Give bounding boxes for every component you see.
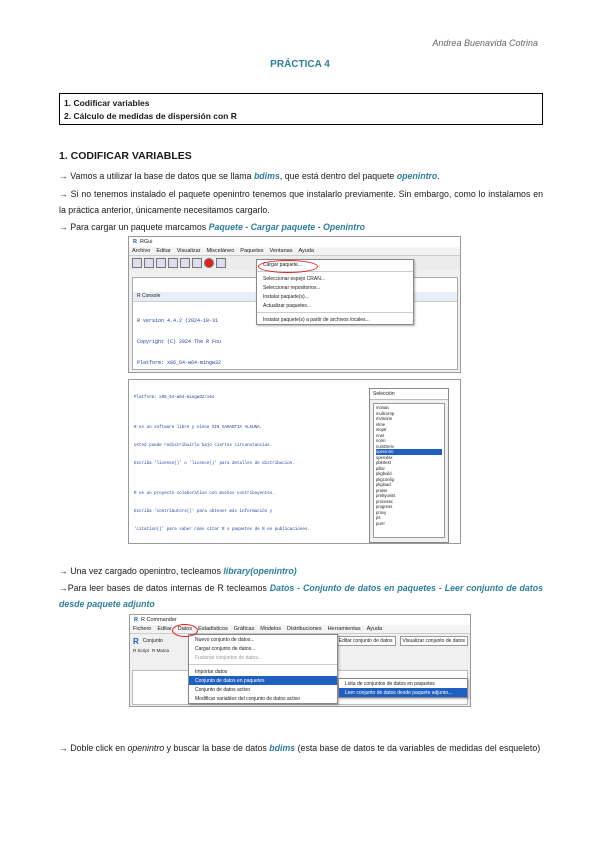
page-title: PRÁCTICA 4 bbox=[270, 59, 330, 70]
r-logo-icon: R bbox=[133, 239, 137, 245]
edit-dataset-button[interactable]: Editar conjunto de datos bbox=[336, 636, 396, 646]
list-item[interactable]: mvtnorm bbox=[376, 416, 393, 421]
list-item[interactable]: progress bbox=[376, 504, 393, 509]
package-list-screenshot bbox=[128, 379, 461, 544]
list-item[interactable]: nlme bbox=[376, 421, 386, 427]
list-item[interactable]: ps bbox=[376, 515, 381, 520]
menu-option[interactable]: Instalar paquete(s) a partir de archivos locales... bbox=[263, 316, 370, 323]
menu-item[interactable]: Editar bbox=[157, 626, 172, 632]
menu-option[interactable]: Seleccionar espejo CRAN... bbox=[263, 275, 325, 282]
console-line: R version 4.4.2 (2024-10-31 bbox=[137, 318, 219, 324]
paragraph-2: → Si no tenemos instalado el paquete openintro tenemos que instalarlo previamente. Sin embargo, como lo instalamos en la práctica anterior, únicamente necesitamos cargarlo. bbox=[59, 189, 543, 215]
list-item[interactable]: nnet bbox=[376, 432, 385, 438]
highlight-circle bbox=[258, 260, 318, 273]
stop-icon[interactable] bbox=[204, 258, 214, 268]
table-of-contents bbox=[59, 93, 543, 125]
console-line: Escriba 'contributors()' para obtener más información y bbox=[134, 510, 273, 514]
menu-item[interactable]: Ayuda bbox=[298, 248, 314, 254]
load-icon[interactable] bbox=[144, 258, 154, 268]
console-line: Usted puede redistribuirlo bajo ciertas circunstancias. bbox=[134, 444, 273, 448]
menu-option-datasets-in-packages[interactable]: Conjunto de datos en paquetes bbox=[189, 676, 337, 685]
window-title: R Commander bbox=[140, 617, 177, 623]
view-dataset-button[interactable]: Visualizar conjunto de datos bbox=[400, 636, 468, 646]
menu-item[interactable]: Ayuda bbox=[366, 626, 383, 632]
section-heading: 1. CODIFICAR VARIABLES bbox=[59, 150, 192, 162]
highlight-circle bbox=[172, 624, 198, 637]
list-item[interactable]: multcomp bbox=[376, 410, 395, 416]
list-item[interactable]: processx bbox=[376, 498, 393, 504]
menu-option[interactable]: Importar datos bbox=[195, 668, 228, 675]
paste-icon[interactable] bbox=[180, 258, 190, 268]
open-icon[interactable] bbox=[132, 258, 142, 268]
list-item[interactable]: norm bbox=[376, 438, 386, 443]
window-title: RGui bbox=[139, 239, 153, 245]
rcommander-screenshot bbox=[129, 614, 471, 707]
list-item[interactable]: pkgconfig bbox=[376, 476, 394, 482]
menu-option[interactable]: Nuevo conjunto de datos... bbox=[195, 636, 255, 643]
menu-option[interactable]: Lista de conjuntos de datos en paquetes bbox=[345, 680, 435, 687]
menu-option[interactable]: Fusionar conjuntos de datos... bbox=[195, 654, 262, 661]
toc-item: 2. Cálculo de medidas de dispersión con R bbox=[64, 111, 237, 121]
menu-item[interactable]: Fichero bbox=[133, 626, 152, 632]
list-item[interactable]: pkgbuild bbox=[376, 471, 392, 476]
datos-dropdown bbox=[188, 634, 338, 704]
selection-dialog bbox=[369, 388, 449, 543]
console-line: 'citation()' para saber cómo citar R o paquetes de R en publicaciones. bbox=[134, 528, 310, 532]
list-item[interactable]: pkgload bbox=[376, 482, 391, 487]
print-icon[interactable] bbox=[216, 258, 226, 268]
console-line: R es un software libre y viene SIN GARANTIA ALGUNA. bbox=[134, 426, 263, 430]
menu-item[interactable]: Gráficas bbox=[233, 626, 255, 632]
menu-option[interactable]: Conjunto de datos activo bbox=[195, 686, 251, 693]
paragraph-3: → Para cargar un paquete marcamos Paquete - Cargar paquete - Openintro bbox=[59, 222, 366, 232]
menu-option[interactable]: Seleccionar repositorios... bbox=[263, 284, 321, 291]
menu-item-paquetes[interactable]: Paquetes bbox=[240, 248, 264, 254]
r-console-output[interactable] bbox=[130, 381, 370, 542]
console-line: R es un proyecto colaborativo con muchos contribuyentes. bbox=[134, 492, 275, 496]
menu-item[interactable]: Visualizar bbox=[176, 248, 201, 254]
list-item-selected[interactable]: openintro bbox=[376, 449, 442, 455]
author-name: Andrea Buenavida Cotrina bbox=[432, 38, 538, 48]
rgui-screenshot bbox=[128, 236, 461, 373]
tab-r-script[interactable]: R Script bbox=[133, 648, 150, 653]
r-logo-icon: R bbox=[134, 617, 138, 623]
package-listbox[interactable] bbox=[373, 403, 445, 538]
r-logo-icon: R bbox=[133, 636, 139, 646]
list-item[interactable]: numDeriv bbox=[376, 443, 394, 449]
console-line: Copyright (C) 2024 The R Fou bbox=[137, 339, 222, 345]
paragraph-1: → Vamos a utilizar la base de datos que se llama bdims, que está dentro del paquete openintro. bbox=[59, 171, 440, 181]
copy-icon[interactable] bbox=[168, 258, 178, 268]
menu-option[interactable]: Modificar variables del conjunto de datos activo bbox=[195, 695, 301, 702]
console-title: R Console bbox=[133, 292, 457, 302]
paragraph-5: →Para leer bases de datos internas de R tecleamos Datos - Conjunto de datos en paquetes - Leer conjunto de datos desde paquete adjunto bbox=[59, 583, 543, 609]
list-item[interactable]: mosaic bbox=[376, 405, 390, 410]
menu-bar bbox=[129, 247, 460, 256]
menu-item[interactable]: Modelos bbox=[260, 626, 282, 632]
paragraph-4: → Una vez cargado openintro, tecleamos library(openintro) bbox=[59, 566, 297, 576]
menu-option-read-dataset[interactable]: Leer conjunto de datos desde paquete adjunto... bbox=[339, 688, 467, 697]
list-item[interactable]: pillar bbox=[376, 465, 385, 471]
save-icon[interactable] bbox=[156, 258, 166, 268]
copy-paste-icon[interactable] bbox=[192, 258, 202, 268]
menu-option[interactable]: Instalar paquete(s)... bbox=[263, 293, 309, 300]
menu-item[interactable]: Herramientas bbox=[327, 626, 361, 632]
menu-option[interactable]: Cargar conjunto de datos... bbox=[195, 645, 256, 652]
list-item[interactable]: purrr bbox=[376, 520, 385, 526]
list-item[interactable]: openxlsx bbox=[376, 454, 393, 460]
menu-item[interactable]: Misceláneo bbox=[206, 248, 235, 254]
menu-item[interactable]: Archivo bbox=[132, 248, 151, 254]
menu-item[interactable]: Ventanas bbox=[269, 248, 293, 254]
dialog-title: Selección bbox=[370, 389, 448, 400]
tab-r-markdown[interactable]: R Marca bbox=[152, 648, 170, 653]
list-item[interactable]: praise bbox=[376, 487, 388, 493]
menu-item[interactable]: Editar bbox=[156, 248, 171, 254]
paragraph-6: → Doble click en openintro y buscar la base de datos bdims (esta base de datos te da variables de medidas del esqueleto) bbox=[59, 743, 541, 753]
list-item[interactable]: nloptr bbox=[376, 427, 387, 432]
console-line: Platform: x86_64-w64-mingw32/x64 bbox=[134, 396, 215, 400]
datasets-submenu bbox=[338, 678, 468, 698]
menu-option-cargar-paquete[interactable]: Cargar paquete... bbox=[263, 261, 302, 268]
menu-item[interactable]: Distribuciones bbox=[287, 626, 322, 632]
console-line: Escriba 'license()' o 'licence()' para detalles de distribucion. bbox=[134, 462, 295, 466]
console-line: Platform: x86_64-w64-mingw32 bbox=[137, 360, 222, 366]
list-item[interactable]: prettyunits bbox=[376, 493, 396, 498]
list-item[interactable]: proxy bbox=[376, 509, 387, 515]
menu-item[interactable]: Estadísticos bbox=[198, 626, 228, 632]
menu-item-datos[interactable]: Datos bbox=[177, 626, 193, 632]
dataset-label: Conjunto bbox=[142, 638, 163, 644]
menu-option[interactable]: Actualizar paquetes... bbox=[263, 302, 312, 309]
list-item[interactable]: pbkrtest bbox=[376, 460, 391, 465]
toc-item: 1. Codificar variables bbox=[64, 98, 150, 108]
